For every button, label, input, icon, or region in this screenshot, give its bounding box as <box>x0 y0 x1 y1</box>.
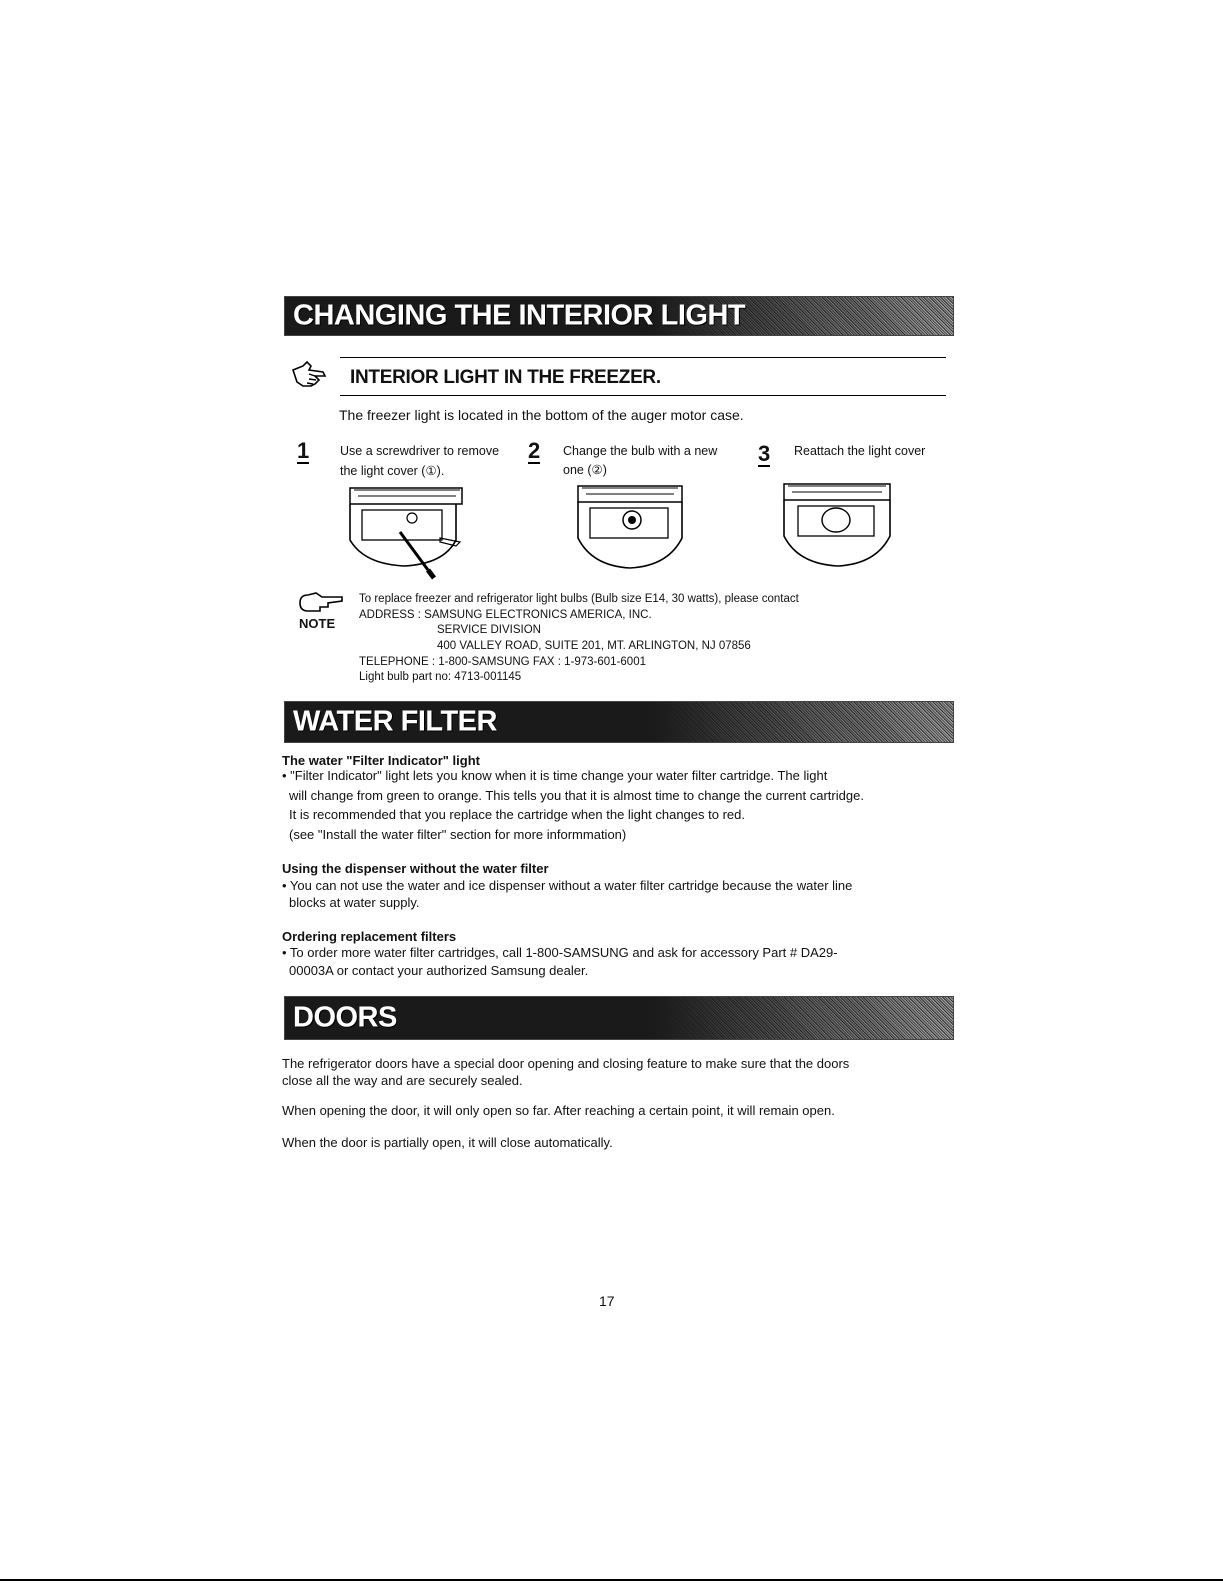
step-3-text-line1: Reattach the light cover <box>794 444 926 458</box>
step-3-number: 3 <box>758 441 771 466</box>
subheading-freezer-light: INTERIOR LIGHT IN THE FREEZER. <box>350 367 661 388</box>
step-1-text-line1: Use a screwdriver to remove <box>340 444 500 458</box>
ordering-line-2: 00003A or contact your authorized Samsung dealer. <box>289 963 589 978</box>
filter-indicator-heading: The water "Filter Indicator" light <box>282 753 480 768</box>
note-label: NOTE <box>299 616 336 631</box>
note-line-4: 400 VALLEY ROAD, SUITE 201, MT. ARLINGTON, NJ 07856 <box>437 640 751 652</box>
doors-paragraph-2: When opening the door, it will only open so far. After reaching a certain point, it will remain open. <box>282 1103 835 1118</box>
banner-title: WATER FILTER <box>293 705 497 738</box>
section-banner-interior-light <box>284 296 954 336</box>
note-hand-icon <box>298 591 344 615</box>
step-1-number: 1 <box>297 438 310 463</box>
step-1-text-line2: the light cover (①). <box>340 464 445 478</box>
dispenser-heading: Using the dispenser without the water filter <box>282 861 549 876</box>
step-2-text-line1: Change the bulb with a new <box>563 444 718 458</box>
step-2-text-line2: one (②) <box>563 463 607 477</box>
dispenser-line-1: • You can not use the water and ice dispenser without a water filter cartridge because the water line <box>282 878 853 893</box>
intro-text: The freezer light is located in the bottom of the auger motor case. <box>339 407 744 423</box>
note-line-2: ADDRESS : SAMSUNG ELECTRONICS AMERICA, INC. <box>359 609 652 621</box>
page-bottom-rule <box>0 1579 1223 1581</box>
page-number: 17 <box>599 1293 615 1309</box>
subheading-bottom-rule <box>340 395 946 396</box>
doors-paragraph-1-line-2: close all the way and are securely sealed. <box>282 1073 523 1088</box>
ordering-line-1: • To order more water filter cartridges, call 1-800-SAMSUNG and ask for accessory Part # DA29- <box>282 945 838 960</box>
step-1-illustration <box>344 484 466 580</box>
doors-paragraph-1-line-1: The refrigerator doors have a special door opening and closing feature to make sure that the doors <box>282 1056 850 1071</box>
section-banner-water-filter <box>284 701 954 743</box>
note-line-3: SERVICE DIVISION <box>437 624 541 636</box>
banner-title: CHANGING THE INTERIOR LIGHT <box>293 299 746 332</box>
dispenser-line-2: blocks at water supply. <box>289 895 420 910</box>
filter-indicator-line-2: will change from green to orange. This tells you that it is almost time to change the current cartridge. <box>289 788 864 803</box>
pointing-hand-icon <box>289 360 331 394</box>
ordering-heading: Ordering replacement filters <box>282 929 457 944</box>
filter-indicator-line-1: • "Filter Indicator" light lets you know when it is time change your water filter cartridge. The light <box>282 768 828 783</box>
note-line-6: Light bulb part no: 4713-001145 <box>359 671 522 683</box>
filter-indicator-line-3: It is recommended that you replace the cartridge when the light changes to red. <box>289 807 745 822</box>
section-banner-doors <box>284 996 954 1040</box>
doors-paragraph-3: When the door is partially open, it will close automatically. <box>282 1135 613 1150</box>
note-line-5: TELEPHONE : 1-800-SAMSUNG FAX : 1-973-601-6001 <box>359 656 646 668</box>
note-line-1: To replace freezer and refrigerator light bulbs (Bulb size E14, 30 watts), please contact <box>359 593 799 605</box>
step-2-number: 2 <box>528 438 541 463</box>
filter-indicator-line-4: (see "Install the water filter" section for more informmation) <box>289 827 627 842</box>
step-3-illustration <box>780 480 894 576</box>
step-2-illustration <box>574 482 686 578</box>
subheading-top-rule <box>340 357 946 358</box>
banner-title: DOORS <box>293 1001 397 1034</box>
